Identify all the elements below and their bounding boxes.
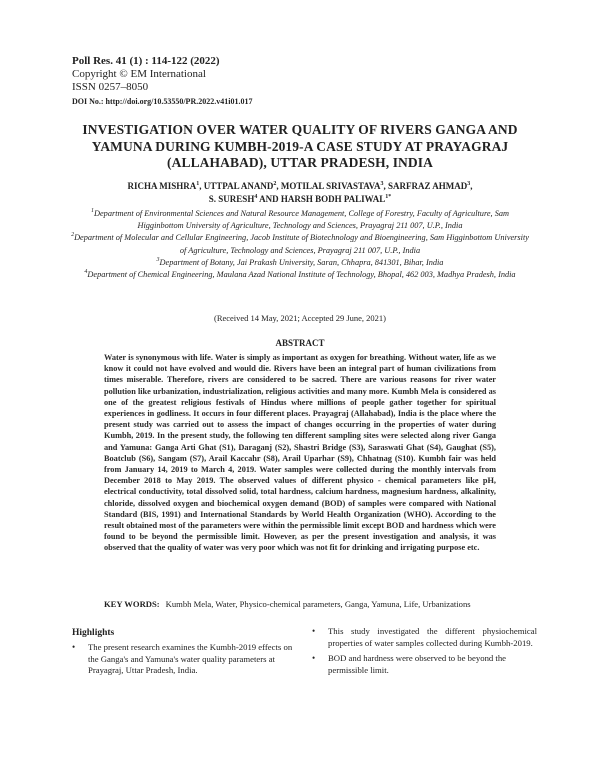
journal-info [72, 55, 252, 108]
journal-issn: ISSN 0257–8050 [72, 81, 149, 93]
author: SARFRAZ AHMAD$^3$, [387, 181, 473, 191]
bullet-icon: • [72, 642, 76, 652]
highlight-item: • BOD and hardness were observed to be beyond the permissible limit. [312, 653, 507, 675]
highlight-item: • This study investigated the different physiochemical properties of water samples collected during Kumbh-2019. [312, 626, 537, 648]
paper-title: INVESTIGATION OVER WATER QUALITY OF RIVERS GANGA AND YAMUNA DURING KUMBH-2019-A CASE STUDY AT PRAYAGRAJ (ALLAHABAD), UTTAR PRADESH, INDIA [82, 122, 518, 170]
affiliation: $^4$Department of Chemical Engineering, Maulana Azad National Institute of Technology, Bhopal, 462 003, Madhya Pradesh, India [84, 269, 516, 280]
author: RICHA MISHRA$^1$, [127, 181, 204, 191]
author: HARSH BODH $PALIWAL^{1*}$ [280, 193, 392, 204]
journal-copyright: Copyright © EM International [72, 68, 206, 80]
affiliation: $^3$Department of Botany, Jai Prakash University, Saran, Chhapra, 841301, Bihar, India [156, 257, 444, 267]
author: MOTILAL SRIVASTAVA$^3$, [280, 181, 388, 191]
bullet-icon: • [312, 626, 316, 636]
highlights-right [312, 626, 537, 680]
abstract-text: Water is synonymous with life. Water is simply as important as oxygen for breathing. Without water, life as we know it could not have evolved and would die. Rivers have been an integral part of human civilizations from times miserable. Therefore, rivers are considered to be sacred. There are various reasons for river water pollution like urbanization, industrialization, religious activities and many more. Kumbh Mela is considered as one of the greatest religious festivals of Hindus where millions of people gather together for spiritual experiences in godliness. It occurs in four different places. Prayagraj (Allahabad), India is the place where the present study was carried out to assess the impact of changes occurring in the properties of water during Kumbh, 2019. In the present study, the following ten different sampling sites were selected along river Ganga and Yamuna: Ganga Arti Ghat (S1), Daraganj (S2), Shastri Bridge (S3), Saraswati Ghat (S4), Gaughat (S5), Boatclub (S6), Sangam (S7), Arail Kaccahr (S8), Arail Uparhar (S9), Chhatnag (S10). Kumbh fair was held from January 14, 2019 to March 4, 2019. Water samples were collected during the monthly intervals from December 2018 to May 2019. The observed values of different physico - chemical parameters like pH, electrical conductivity, total dissolved solid, total hardness, calcium hardness, magnesium hardness, alkalinity, chloride, dissolved oxygen and biochemical oxygen demand (BOD) of samples were compared with National Standard (BIS, 1991) and International Standards by World Health Organization (WHO). According to the result obtained most of the parameters were within the permissible limit except BOD and hardness which were found to be beyond the permissible limit. However, as per the present investigation and analysis, it was observed that the quality of water was very poor which was not fit for drinking and irrigating purpose etc. [104, 353, 496, 553]
abstract-heading: ABSTRACT [275, 338, 325, 348]
author: UTTPAL ANAND$^2$, [203, 181, 281, 191]
keywords [104, 598, 496, 610]
affiliations [70, 208, 530, 281]
journal-doi: DOI No.: http://doi.org/10.53550/PR.2022.v41i01.017 [72, 97, 253, 106]
highlights-heading: Highlights [72, 628, 115, 638]
highlights-left [72, 642, 297, 685]
highlight-item: • The present research examines the Kumbh-2019 effects on the Ganga's and Yamuna's water quality parameters at Prayagraj, Uttar Pradesh, India. [72, 642, 293, 675]
received-dates: (Received 14 May, 2021; Accepted 29 June, 2021) [213, 313, 386, 323]
journal-citation: Poll Res. 41 (1) : 114-122 (2022) [72, 55, 220, 67]
affiliation: $^2$Department of Molecular and Cellular Engineering, Jacob Institute of Biotechnology and Bioengineering, Sam Higginbottom University of Agriculture, Technology and Sciences, Prayagraj 211 007, U.P., India [71, 232, 529, 255]
author: S. SURESH$^4$ AND [208, 193, 281, 204]
author-list [60, 180, 540, 205]
affiliation: $^1$Department of Environmental Sciences and Natural Resource Management, College of Forestry, Faculty of Agriculture, Sam Higginbottom University of Agriculture, Technology and Sciences, Prayagraj 211 007, U.P., India [91, 208, 509, 231]
bullet-icon: • [312, 653, 316, 663]
keywords-text: Kumbh Mela, Water, Physico-chemical parameters, Ganga, Yamuna, Life, Urbanizations [165, 599, 471, 609]
keywords-label: KEY WORDS: [104, 599, 160, 609]
